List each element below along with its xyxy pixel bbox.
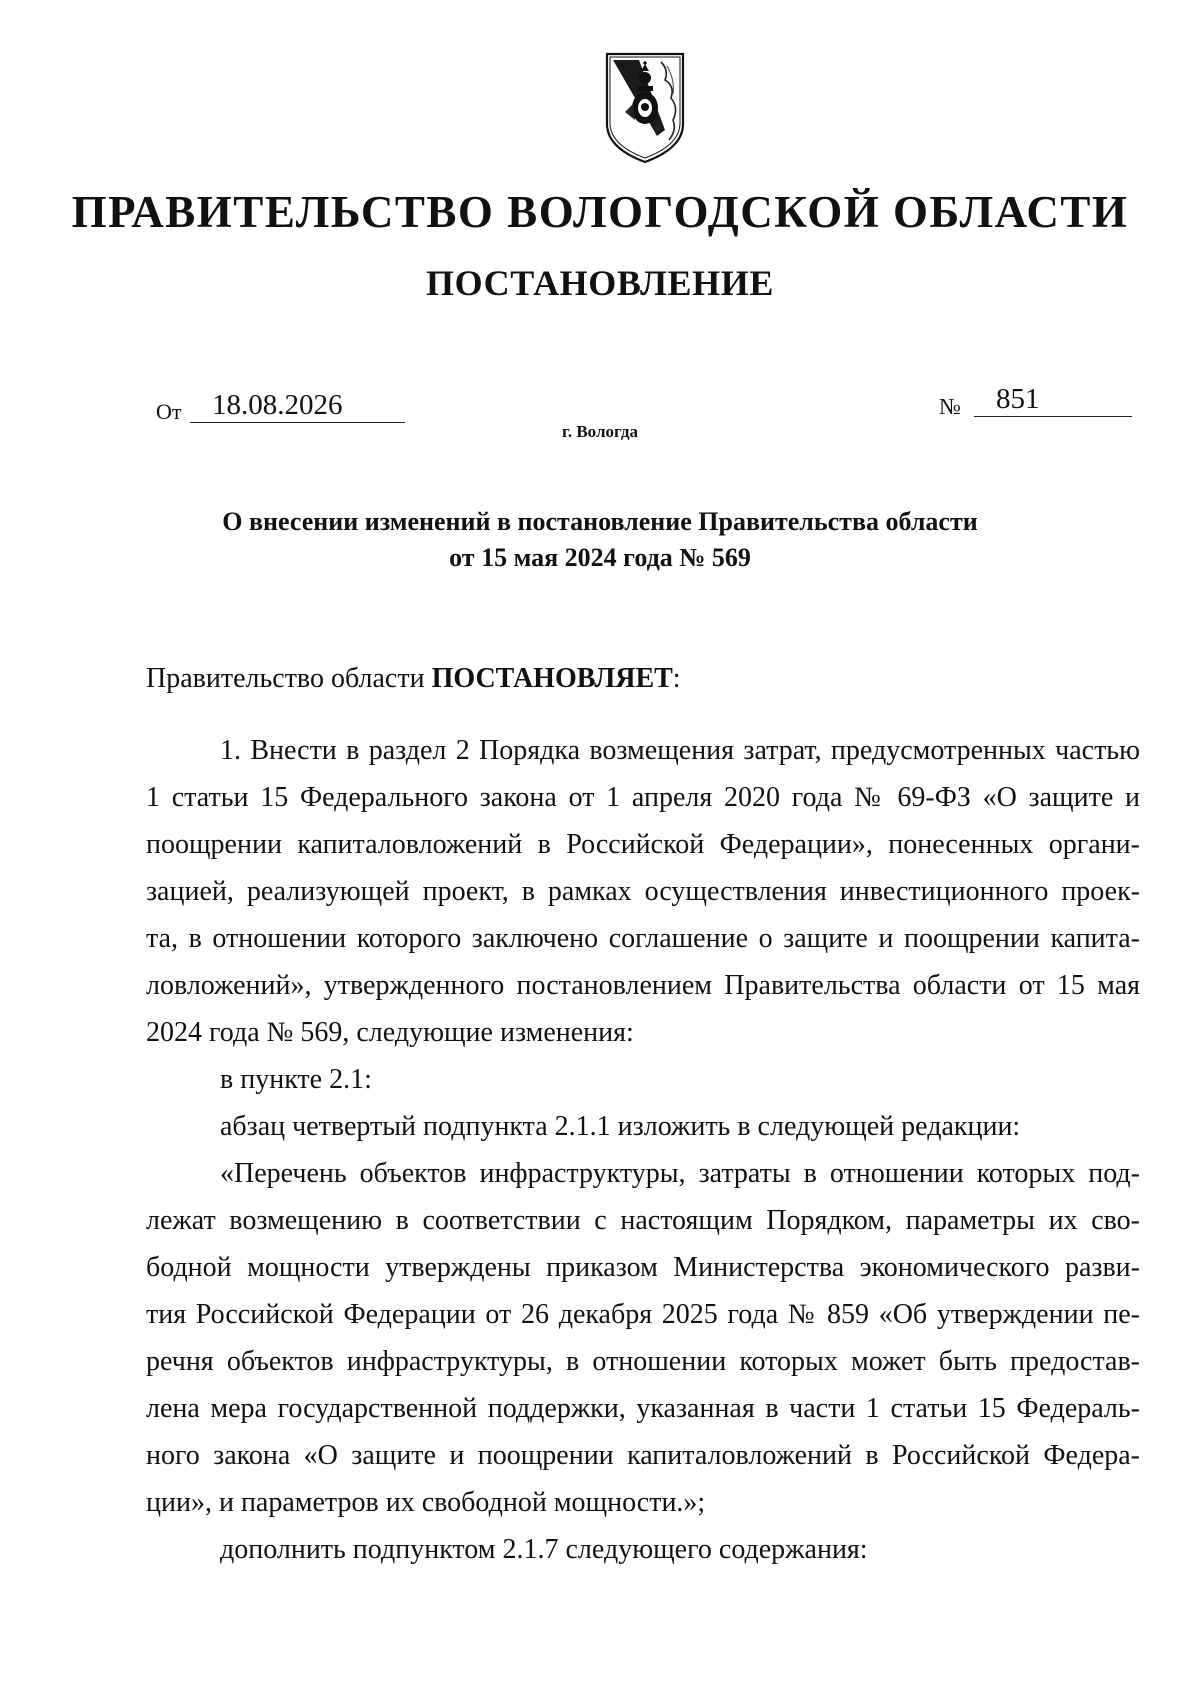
paragraph-line: зацией, реализующей проект, в рамках осуществления инвестиционного проек- xyxy=(146,876,1140,907)
quote-line: лежат возмещению в соответствии с настоящим Порядком, параметры их сво- xyxy=(146,1205,1140,1236)
document-subject xyxy=(0,504,1200,576)
preamble-text: Правительство области xyxy=(146,663,432,694)
paragraph-line: 1. Внести в раздел 2 Порядка возмещения затрат, предусмотренных частью xyxy=(220,735,1140,766)
paragraph-line: поощрении капиталовложений в Российской Федерации», понесенных органи- xyxy=(146,829,1140,860)
document-date: 18.08.2026 xyxy=(190,388,405,423)
preamble-emphasis: ПОСТАНОВЛЯЕТ xyxy=(431,663,673,694)
document-number: 851 xyxy=(974,382,1132,417)
quote-line: лена мера государственной поддержки, указанная в части 1 статьи 15 Федераль- xyxy=(146,1393,1140,1424)
subject-line: от 15 мая 2024 года № 569 xyxy=(449,543,751,572)
quote-line: ного закона «О защите и поощрении капиталовложений в Российской Федера- xyxy=(146,1440,1140,1471)
city-label: г. Вологда xyxy=(562,422,638,441)
quote-line: речня объектов инфраструктуры, в отношении которых может быть предостав- xyxy=(146,1346,1140,1377)
clause-abzac: абзац четвертый подпункта 2.1.1 изложить в следующей редакции: xyxy=(220,1111,1021,1142)
paragraph-line: 2024 года № 569, следующие изменения: xyxy=(146,1017,634,1048)
quote-line: ции», и параметров их свободной мощности.»; xyxy=(146,1487,706,1518)
quote-line: «Перечень объектов инфраструктуры, затраты в отношении которых под- xyxy=(220,1158,1140,1189)
coat-of-arms-icon xyxy=(603,50,687,166)
clause-point: в пункте 2.1: xyxy=(220,1064,372,1095)
paragraph-line: 1 статьи 15 Федерального закона от 1 апреля 2020 года № 69-ФЗ «О защите и xyxy=(146,782,1140,813)
clause-add: дополнить подпунктом 2.1.7 следующего содержания: xyxy=(220,1534,868,1565)
preamble-colon: : xyxy=(672,663,681,694)
paragraph-line: та, в отношении которого заключено соглашение о защите и поощрении капита- xyxy=(146,923,1140,954)
number-label: № xyxy=(939,394,961,419)
date-label: От xyxy=(156,399,182,424)
quote-line: тия Российской Федерации от 26 декабря 2025 года № 859 «Об утверждении пе- xyxy=(146,1299,1140,1330)
paragraph-1 xyxy=(146,727,1140,1056)
quote-line: бодной мощности утверждены приказом Министерства экономического разви- xyxy=(146,1252,1140,1283)
subject-line: О внесении изменений в постановление Правительства области xyxy=(222,507,978,536)
document-type: ПОСТАНОВЛЕНИЕ xyxy=(426,263,774,303)
paragraph-line: ловложений», утвержденного постановлением Правительства области от 15 мая xyxy=(146,970,1140,1001)
quoted-text xyxy=(146,1150,1140,1526)
preamble xyxy=(146,655,1140,702)
organization-title: ПРАВИТЕЛЬСТВО ВОЛОГОДСКОЙ ОБЛАСТИ xyxy=(71,187,1129,237)
document-body xyxy=(146,655,1140,1573)
